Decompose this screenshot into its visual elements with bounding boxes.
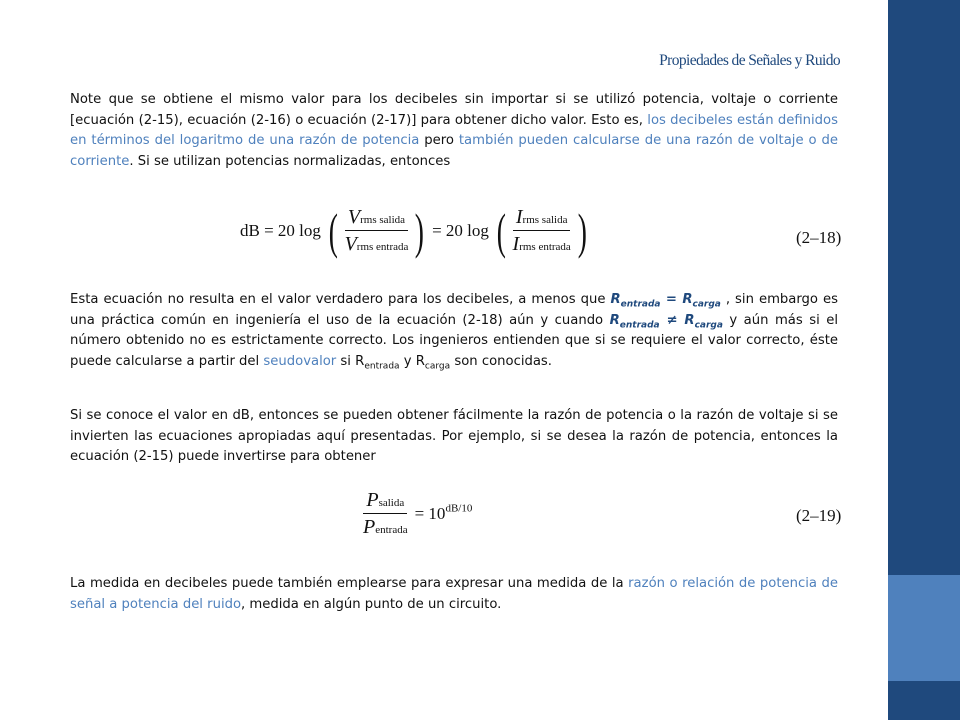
subscript: carga bbox=[424, 361, 451, 372]
power-ratio bbox=[360, 489, 411, 539]
eq-subscript: entrada bbox=[375, 524, 408, 536]
text: pero bbox=[419, 133, 459, 149]
eq-subscript: salida bbox=[378, 497, 405, 509]
text: Esta ecuación no resulta en el valor verdadero para los decibeles, a menos que bbox=[70, 292, 611, 307]
eq-symbol: V bbox=[344, 233, 357, 255]
text: La medida en decibeles puede también emplearse para expresar una medida de la bbox=[70, 576, 629, 591]
equation-2-18: dB = 20 log ( $\frac{\text{Vrms salida}}{\text{Vrms entrada}}$ ) = 20 log ( $\frac{\text{Irms salida}}{\text{Irms entrada}}$ ) bbox=[240, 203, 587, 259]
slide-title: Propiedades de Señales y Ruido bbox=[659, 52, 840, 69]
subscript: entrada bbox=[364, 361, 400, 372]
paragraph-1 bbox=[70, 90, 838, 172]
eq-lhs: dB = 20 log bbox=[240, 221, 321, 240]
eq-exponent: dB/10 bbox=[445, 502, 473, 515]
eq-symbol: P bbox=[366, 489, 379, 511]
eq-subscript: rms salida bbox=[360, 214, 406, 226]
equation-2-19 bbox=[360, 489, 472, 539]
paragraph-4 bbox=[70, 574, 838, 615]
eq-subscript: rms entrada bbox=[519, 241, 571, 253]
eq-symbol: P bbox=[363, 516, 376, 538]
highlight-text: los decibeles están definidos en términos del logaritmo de una razón de potencia bbox=[70, 112, 838, 149]
inline-equation: $R_{entrada} \ne R_{carga}$ bbox=[609, 312, 723, 331]
equation-number-2-18: (2–18) bbox=[796, 228, 842, 247]
text: . Si se utilizan potencias normalizadas, entonces bbox=[129, 153, 451, 169]
highlight-text: razón o relación de potencia de señal a potencia del ruido bbox=[70, 576, 838, 612]
eq-symbol: I bbox=[515, 206, 523, 228]
highlight-text: seudovalor bbox=[263, 353, 337, 369]
text: si R bbox=[336, 353, 365, 369]
text: Note que se obtiene el mismo valor para los decibeles sin importar si se utilizó potencia, voltaje o corriente [ecuación (2-15), ecuación (2-16) o ecuación (2-17)] para obtener dicho valor. Esto es, bbox=[70, 92, 838, 128]
eq-rhs: = 10 bbox=[414, 504, 446, 523]
voltage-ratio bbox=[342, 206, 412, 256]
current-ratio bbox=[510, 206, 574, 256]
eq-symbol: V bbox=[347, 206, 361, 228]
text: , sin embargo es una práctica común en ingeniería el uso de la ecuación (2-18) aún y cuando bbox=[70, 292, 838, 328]
sidebar-accent-block bbox=[888, 575, 960, 681]
inline-equation: $R_{entrada} = R_{carga}$ bbox=[610, 292, 721, 310]
equation-number-2-19: (2–19) bbox=[796, 506, 842, 525]
text: y aún más si el número obtenido no es estrictamente correcto. Los ingenieros entienden que si se requiere el valor correcto, éste puede calcularse a partir del bbox=[70, 312, 839, 369]
highlight-text: también pueden calcularse de una razón de voltaje o de corriente bbox=[70, 133, 838, 169]
eq-subscript: rms entrada bbox=[356, 241, 409, 253]
eq-symbol: I bbox=[512, 233, 520, 255]
eq-subscript: rms salida bbox=[522, 214, 568, 226]
text: son conocidas. bbox=[450, 353, 552, 369]
text: , medida en algún punto de un circuito. bbox=[241, 596, 502, 612]
paragraph-2 bbox=[70, 290, 838, 372]
paragraph-3: Si se conoce el valor en dB, entonces se pueden obtener fácilmente la razón de potencia o la razón de voltaje si se invierten las ecuaciones apropiadas aquí presentadas. Por ejemplo, si se desea la razón de potencia, entonces la ecuación (2-15) puede invertirse para obtener bbox=[70, 408, 838, 465]
eq-middle: = 20 log bbox=[432, 221, 489, 240]
text: y R bbox=[399, 353, 425, 369]
sidebar-band bbox=[888, 0, 960, 720]
